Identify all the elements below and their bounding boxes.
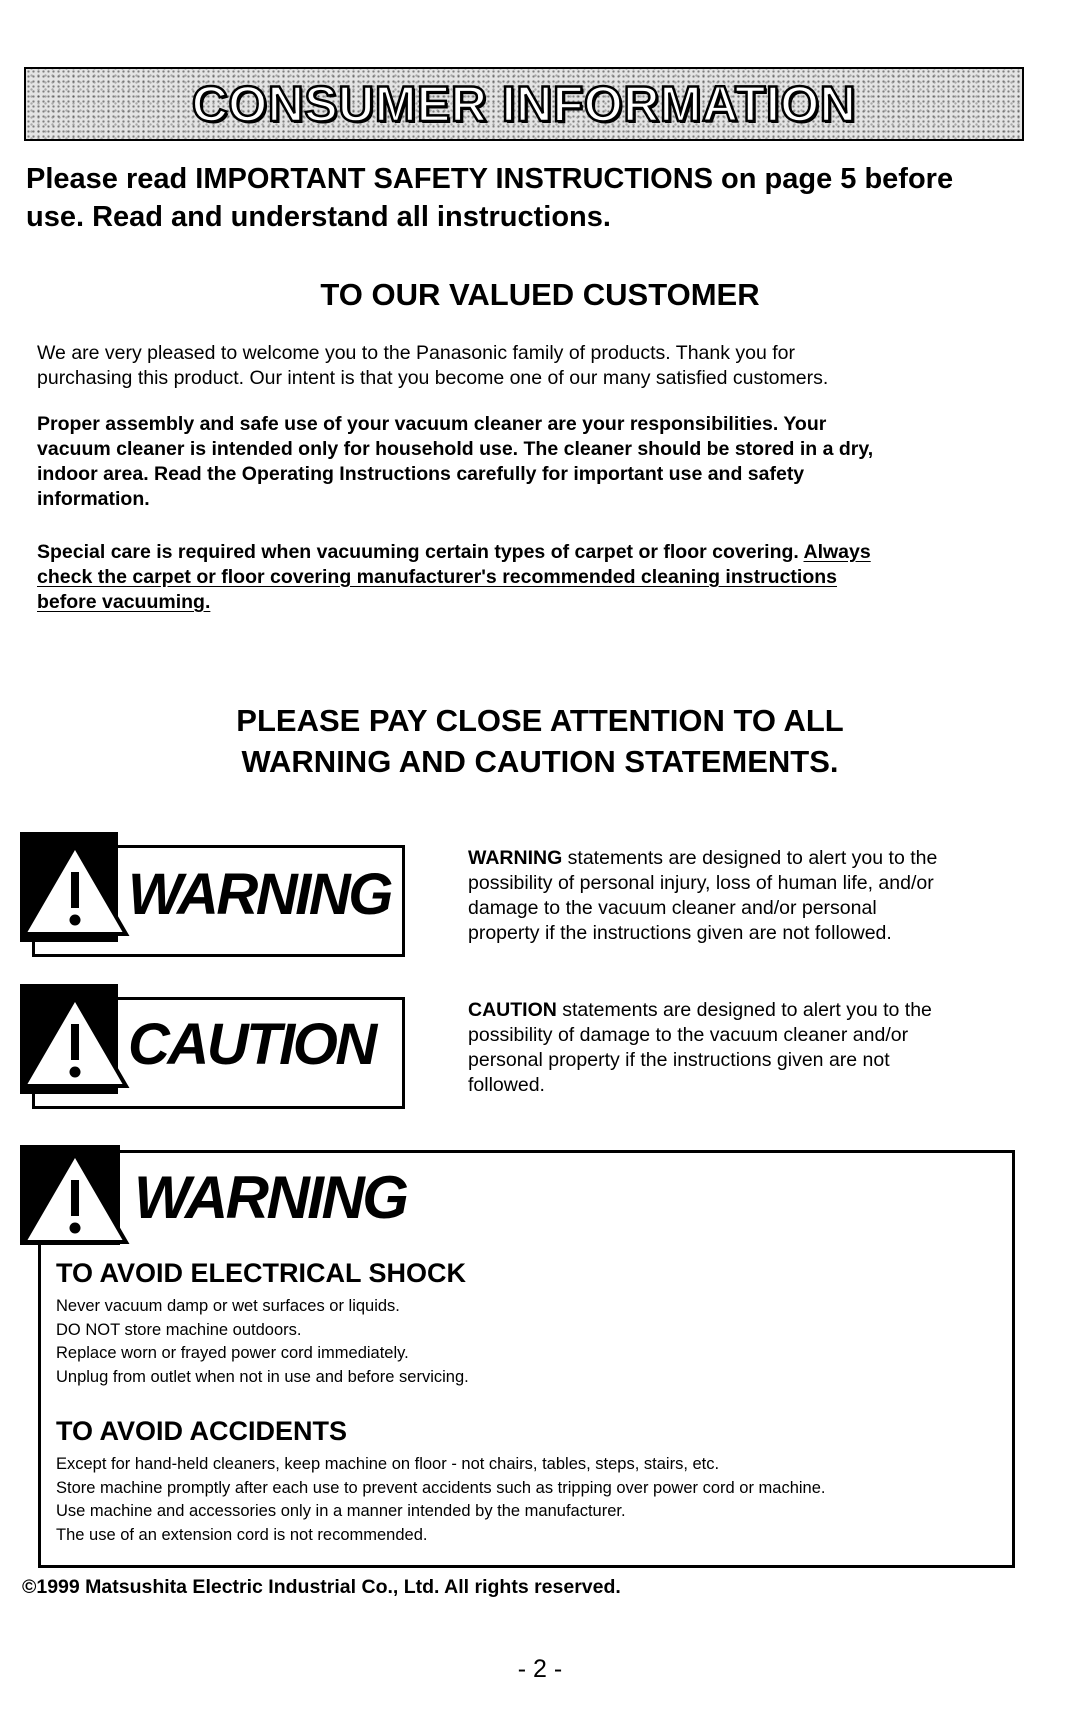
welcome-paragraph [37, 341, 997, 391]
warning-triangle-icon [20, 840, 130, 940]
copyright-notice: ©1999 Matsushita Electric Industrial Co., Ltd. All rights reserved. [22, 1576, 621, 1598]
list-item: Never vacuum damp or wet surfaces or liquids. [56, 1297, 400, 1315]
special-care-lead: Special care is required when vacuuming certain types of carpet or floor covering. [37, 541, 804, 563]
paragraph-line: vacuum cleaner is intended only for household use. The cleaner should be stored in a dry, [37, 438, 874, 460]
page-number: - 2 - [517, 1655, 563, 1683]
special-care-paragraph [37, 540, 997, 615]
customer-heading: TO OUR VALUED CUSTOMER [320, 277, 760, 312]
paragraph-line: indoor area. Read the Operating Instructions carefully for important use and safety [37, 463, 805, 485]
list-item: Replace worn or frayed power cord immediately. [56, 1344, 409, 1362]
accidents-list [56, 1453, 1006, 1547]
description-line: possibility of damage to the vacuum cleaner and/or [468, 1024, 909, 1046]
warning-triangle-icon [20, 1148, 130, 1248]
paragraph-line: Proper assembly and safe use of your vacuum cleaner are your responsibilities. Your [37, 413, 827, 435]
description-line [468, 998, 1058, 1023]
paragraph-line [37, 540, 997, 565]
underlined-text: check the carpet or floor covering manufacturer's recommended cleaning instructions [37, 566, 838, 588]
description-line [468, 846, 1058, 871]
shock-heading: TO AVOID ELECTRICAL SHOCK [56, 1258, 467, 1288]
paragraph-line [37, 590, 997, 615]
list-item: Use machine and accessories only in a manner intended by the manufacturer. [56, 1502, 626, 1520]
list-item: Store machine promptly after each use to prevent accidents such as tripping over power cord or machine. [56, 1478, 826, 1497]
paragraph-line [37, 565, 997, 590]
attention-heading [0, 700, 1080, 782]
warning-keyword: WARNING [468, 847, 563, 869]
description-text: statements are designed to alert you to the [556, 999, 932, 1021]
list-item: DO NOT store machine outdoors. [56, 1320, 302, 1339]
intro-notice [26, 160, 1036, 236]
responsibility-paragraph [37, 412, 997, 512]
underlined-text: Always [803, 541, 871, 563]
caution-label: CAUTION [128, 1012, 375, 1077]
list-item: The use of an extension cord is not recommended. [56, 1525, 428, 1544]
intro-line: use. Read and understand all instructions. [26, 201, 611, 233]
attention-line: WARNING AND CAUTION STATEMENTS. [241, 744, 839, 779]
list-item: Except for hand-held cleaners, keep machine on floor - not chairs, tables, steps, stairs, etc. [56, 1455, 720, 1473]
description-line: possibility of personal injury, loss of human life, and/or [468, 872, 934, 894]
accidents-heading: TO AVOID ACCIDENTS [56, 1416, 348, 1446]
paragraph-line: purchasing this product. Our intent is that you become one of our many satisfied customers. [37, 367, 829, 389]
warning-box-label: WARNING [134, 1164, 407, 1231]
description-line: followed. [468, 1074, 545, 1096]
caution-triangle-icon [20, 992, 130, 1092]
page-title: CONSUMER INFORMATION [191, 76, 857, 132]
section-banner [24, 67, 1024, 141]
paragraph-line: information. [37, 488, 150, 510]
underlined-text: before vacuuming. [37, 591, 211, 613]
description-text: statements are designed to alert you to the [562, 847, 938, 869]
shock-list [56, 1295, 1006, 1389]
paragraph-line: We are very pleased to welcome you to the Panasonic family of products. Thank you for [37, 342, 796, 364]
caution-description [468, 998, 1058, 1098]
list-item: Unplug from outlet when not in use and before servicing. [56, 1367, 469, 1386]
intro-line: Please read IMPORTANT SAFETY INSTRUCTIONS on page 5 before [26, 163, 954, 195]
warning-label: WARNING [128, 862, 391, 927]
description-line: damage to the vacuum cleaner and/or personal [468, 897, 877, 919]
attention-line: PLEASE PAY CLOSE ATTENTION TO ALL [236, 703, 844, 738]
caution-keyword: CAUTION [468, 999, 557, 1021]
warning-description [468, 846, 1058, 946]
description-line: property if the instructions given are not followed. [468, 922, 892, 944]
description-line: personal property if the instructions given are not [468, 1049, 890, 1071]
